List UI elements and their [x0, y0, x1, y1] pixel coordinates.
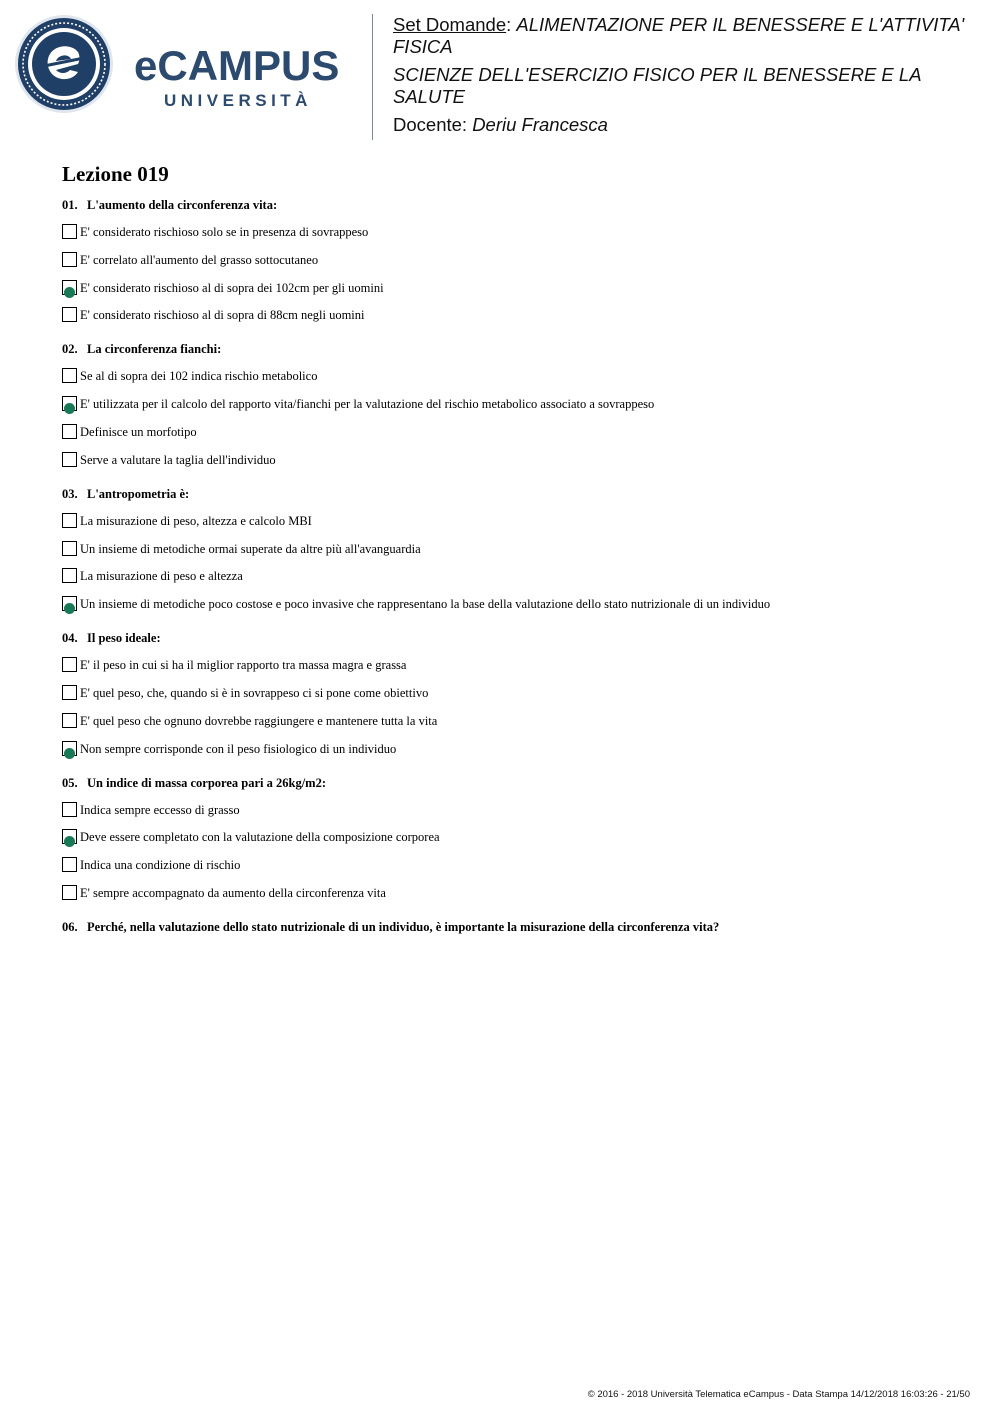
answer-text: Se al di sopra dei 102 indica rischio metabolico [80, 369, 318, 384]
answer-option[interactable] [62, 223, 982, 241]
checkbox[interactable] [62, 713, 77, 728]
course-title-line3: SCIENZE DELL'ESERCIZIO FISICO PER IL BENESSERE E LA [393, 64, 922, 85]
answer-option[interactable] [62, 884, 982, 902]
question-number: 06. [62, 919, 78, 934]
ecampus-seal-logo [14, 14, 114, 114]
course-title-line2: FISICA [393, 36, 453, 57]
answer-option[interactable] [62, 740, 982, 758]
checkbox[interactable] [62, 424, 77, 439]
ecampus-wordmark [132, 42, 356, 114]
answer-option[interactable] [62, 306, 982, 324]
correct-answer-icon [64, 748, 75, 759]
page-footer: © 2016 - 2018 Università Telematica eCampus - Data Stampa 14/12/2018 16:03:26 - 21/50 [587, 1389, 970, 1400]
answer-option[interactable] [62, 367, 982, 385]
answer-option[interactable] [62, 451, 982, 469]
answer-option[interactable] [62, 595, 982, 613]
answer-text: Non sempre corrisponde con il peso fisiologico di un individuo [80, 741, 397, 756]
brand-sub-text: UNIVERSITÀ [164, 91, 312, 110]
answer-option[interactable] [62, 712, 982, 730]
answer-text: E' sempre accompagnato da aumento della circonferenza vita [80, 885, 386, 900]
page-header [0, 0, 1000, 150]
question-title [62, 776, 982, 790]
answer-option[interactable] [62, 656, 982, 674]
checkbox[interactable] [62, 885, 77, 900]
question-list [62, 198, 982, 934]
answer-option[interactable] [62, 684, 982, 702]
answer-text: E' il peso in cui si ha il miglior rapporto tra massa magra e grassa [80, 658, 407, 673]
docente-label: Docente: [393, 114, 468, 135]
correct-answer-icon [64, 836, 75, 847]
question-text: L'aumento della circonferenza vita: [87, 198, 278, 212]
answer-text: E' considerato rischioso solo se in presenza di sovrappeso [80, 225, 369, 239]
brand-name-text: eCAMPUS [134, 42, 340, 89]
answer-text: Indica una condizione di rischio [80, 858, 241, 873]
docente-name: Deriu Francesca [472, 114, 608, 135]
checkbox[interactable] [62, 802, 77, 817]
answer-text: E' correlato all'aumento del grasso sottocutaneo [80, 252, 319, 267]
answer-text: Un insieme di metodiche poco costose e poco invasive che rappresentano la base della valutazione dello stato nutrizionale di un individuo [80, 597, 771, 612]
answer-option[interactable] [62, 856, 982, 874]
course-info: Set Domande: ALIMENTAZIONE PER IL BENESSERE E L'ATTIVITA' FISICA SCIENZE DELL'ESERCIZIO FISICO PER IL BENESSERE E LA SALUTE Docente: Deriu Francesca [393, 14, 983, 136]
correct-answer-icon [64, 403, 75, 414]
lesson-content [62, 161, 982, 952]
answer-text: Un insieme di metodiche ormai superate da altre più all'avanguardia [80, 541, 421, 556]
answer-text: E' quel peso che ognuno dovrebbe raggiungere e mantenere tutta la vita [80, 713, 438, 728]
answer-option[interactable] [62, 828, 982, 846]
question-title [62, 631, 982, 645]
answer-text: Indica sempre eccesso di grasso [80, 802, 240, 817]
answer-text: Definisce un morfotipo [80, 424, 197, 439]
checkbox[interactable] [62, 252, 77, 267]
checkbox[interactable] [62, 513, 77, 528]
answer-option[interactable] [62, 395, 982, 413]
correct-answer-icon [64, 287, 75, 298]
answer-option[interactable] [62, 251, 982, 269]
question-number: 03. [62, 486, 78, 501]
question-4 [62, 631, 982, 757]
question-text: Il peso ideale: [87, 631, 161, 646]
checkbox[interactable] [62, 368, 77, 383]
answer-option[interactable] [62, 540, 982, 558]
question-title [62, 342, 982, 356]
question-6 [62, 920, 982, 934]
answer-option[interactable] [62, 279, 982, 297]
question-1 [62, 198, 982, 324]
answer-text: E' utilizzata per il calcolo del rapporto vita/fianchi per la valutazione del rischio metabolico associato a sovrappeso [80, 397, 655, 412]
course-title-line4: SALUTE [393, 86, 465, 107]
answer-text: Serve a valutare la taglia dell'individuo [80, 452, 276, 467]
answer-text: E' considerato rischioso al di sopra di 88cm negli uomini [80, 308, 365, 323]
question-number: 02. [62, 342, 78, 357]
answer-option[interactable] [62, 801, 982, 819]
question-text: Perché, nella valutazione dello stato nutrizionale di un individuo, è importante la misurazione della circonferenza vita? [87, 919, 720, 934]
checkbox[interactable] [62, 541, 77, 556]
answer-text: La misurazione di peso, altezza e calcolo MBI [80, 513, 312, 528]
answer-text: E' quel peso, che, quando si è in sovrappeso ci si pone come obiettivo [80, 685, 429, 700]
question-number: 01. [62, 198, 78, 212]
checkbox[interactable] [62, 452, 77, 467]
checkbox[interactable] [62, 657, 77, 672]
answer-option[interactable] [62, 512, 982, 530]
lesson-title: Lezione 019 [62, 162, 169, 186]
question-5 [62, 776, 982, 902]
question-3 [62, 487, 982, 613]
question-title [62, 487, 982, 501]
question-number: 04. [62, 631, 78, 646]
correct-answer-icon [64, 603, 75, 614]
set-label: Set Domande [393, 14, 507, 35]
checkbox[interactable] [62, 685, 77, 700]
question-title [62, 920, 982, 934]
checkbox[interactable] [62, 224, 77, 239]
checkbox[interactable] [62, 307, 77, 322]
answer-text: La misurazione di peso e altezza [80, 569, 243, 584]
answer-option[interactable] [62, 567, 982, 585]
header-divider [372, 14, 373, 140]
question-text: L'antropometria è: [87, 486, 190, 501]
checkbox[interactable] [62, 568, 77, 583]
question-text: Un indice di massa corporea pari a 26kg/m2: [87, 775, 327, 790]
course-title-line1: ALIMENTAZIONE PER IL BENESSERE E L'ATTIVITA' [516, 14, 965, 35]
answer-text: Deve essere completato con la valutazione della composizione corporea [80, 830, 440, 845]
question-number: 05. [62, 775, 78, 790]
answer-text: E' considerato rischioso al di sopra dei 102cm per gli uomini [80, 280, 384, 295]
answer-option[interactable] [62, 423, 982, 441]
question-text: La circonferenza fianchi: [87, 342, 222, 357]
question-2 [62, 342, 982, 468]
question-title [62, 198, 982, 212]
checkbox[interactable] [62, 857, 77, 872]
